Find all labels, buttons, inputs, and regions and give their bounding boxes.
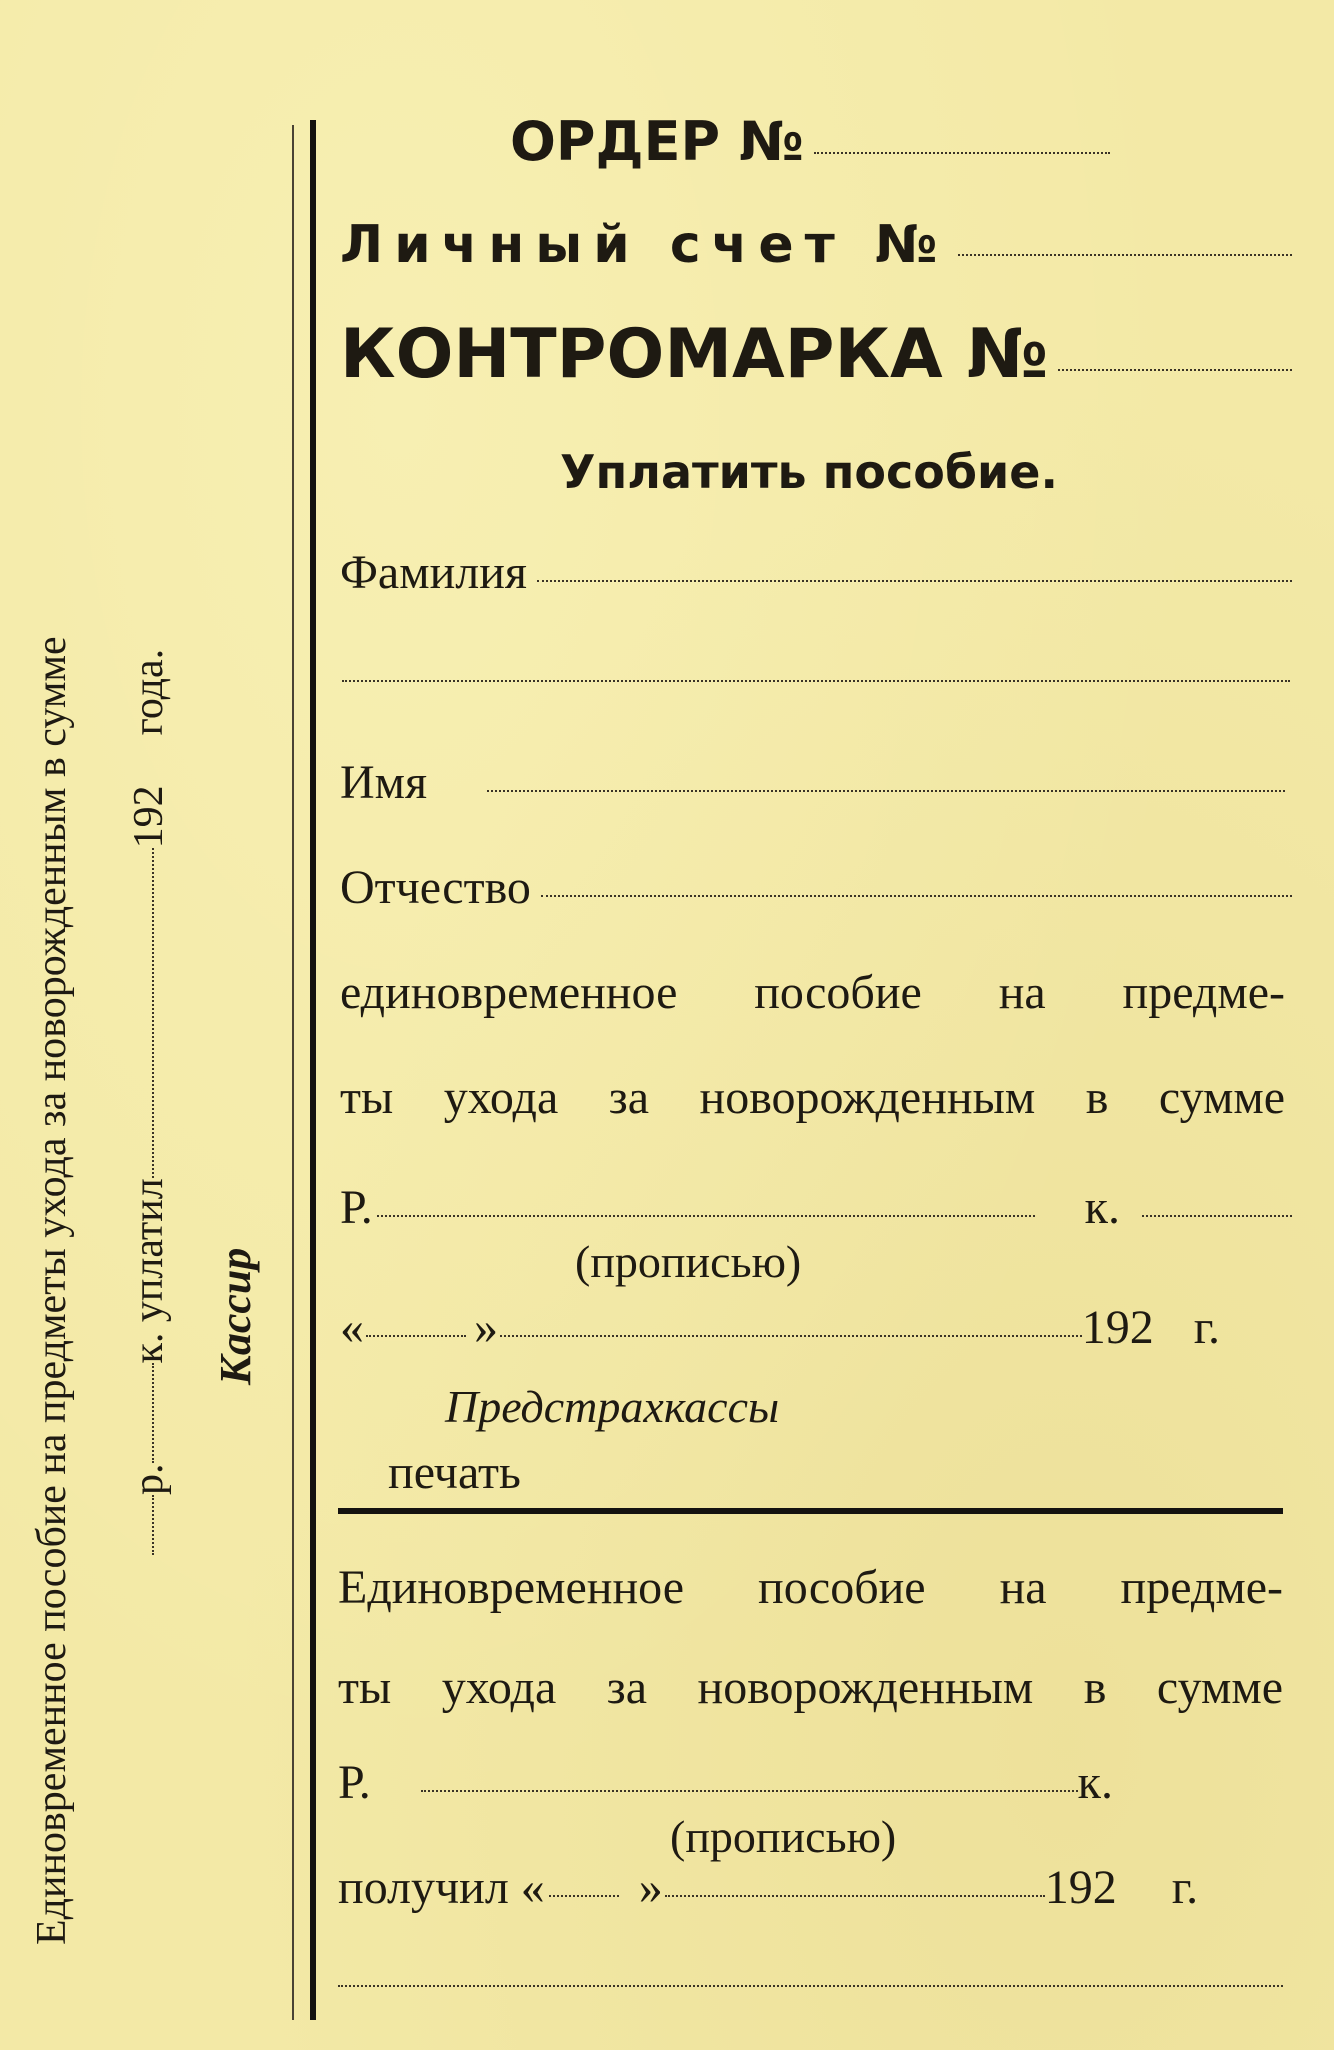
benefit-text-line1: единовременное пособие на предме-	[340, 966, 1285, 1019]
receipt-in-words-note: (прописью)	[670, 1811, 897, 1862]
stamp-label: печать	[388, 1446, 521, 1499]
account-label: Личный счет №	[340, 215, 949, 275]
patronymic-row	[340, 860, 1292, 915]
stub-separator-thin	[292, 125, 294, 2020]
year-prefix: 192	[1081, 1301, 1154, 1354]
receipt-day-field[interactable]	[549, 1895, 619, 1897]
receipt-month-field[interactable]	[665, 1895, 1045, 1897]
stub-separator-thick	[310, 120, 316, 2020]
stub-rub-field	[152, 1364, 154, 1464]
patronymic-field[interactable]	[541, 895, 1292, 897]
surname-row	[340, 545, 1292, 600]
control-mark-label: КОНТРОМАРКА №	[340, 315, 1049, 394]
order-label: ОРДЕР №	[510, 110, 804, 173]
receipt-year-prefix: 192	[1044, 1861, 1117, 1914]
rub-field[interactable]	[377, 1215, 1035, 1217]
control-mark-field[interactable]	[1058, 369, 1292, 371]
in-words-note: (прописью)	[575, 1236, 802, 1287]
counterfoil-stub	[0, 0, 300, 2050]
received-label: получил «	[338, 1861, 545, 1914]
received-row	[338, 1860, 1290, 1915]
day-field[interactable]	[366, 1335, 466, 1337]
control-mark-row	[340, 315, 1292, 394]
stub-payment-line	[125, 135, 173, 1555]
amount-row	[340, 1180, 1292, 1235]
kop-label: к.	[1084, 1181, 1120, 1234]
surname-extra-line[interactable]	[342, 660, 1290, 682]
benefit-text-line2: ты ухода за новорожденным в сумме	[340, 1071, 1285, 1124]
account-number-row	[340, 215, 1292, 275]
order-number-row	[510, 110, 1110, 173]
date-quote-close: »	[474, 1301, 498, 1354]
stub-year-number: 192	[126, 785, 172, 849]
name-row	[340, 755, 1285, 810]
receipt-rub-field[interactable]	[421, 1790, 1078, 1792]
stub-benefit-text: Единовременное пособие на предметы ухода за новорожденным в сумме	[29, 636, 75, 1945]
year-abbr: г.	[1193, 1301, 1220, 1354]
section-divider	[338, 1508, 1283, 1514]
receipt-kop-label: к.	[1077, 1756, 1113, 1809]
rub-label: Р.	[340, 1181, 373, 1234]
fund-label: Предстрахкассы	[445, 1381, 780, 1432]
name-label: Имя	[340, 756, 428, 809]
surname-field[interactable]	[537, 580, 1292, 582]
account-number-field[interactable]	[958, 254, 1292, 256]
receipt-rub-label: Р.	[338, 1756, 371, 1809]
name-field[interactable]	[487, 790, 1285, 792]
order-number-field[interactable]	[814, 152, 1110, 154]
stub-rub-label: р.	[126, 1463, 172, 1495]
receipt-text-line1: Единовременное пособие на предме-	[338, 1561, 1283, 1614]
receipt-quote-close: »	[638, 1861, 663, 1914]
date-quote-open: «	[340, 1301, 364, 1354]
stub-cashier-label: Кассир	[211, 1247, 260, 1385]
receipt-text-line2: ты ухода за новорожденным в сумме	[338, 1661, 1283, 1714]
patronymic-label: Отчество	[340, 861, 531, 914]
receipt-amount-row	[338, 1755, 1113, 1810]
signature-line[interactable]	[338, 1965, 1283, 1987]
surname-label: Фамилия	[340, 546, 528, 599]
month-field[interactable]	[500, 1335, 1082, 1337]
date-row	[340, 1300, 1220, 1355]
stub-year-word: года.	[126, 648, 172, 736]
stub-paid-label: к. уплатил	[126, 1178, 172, 1364]
stub-paid-field	[152, 848, 154, 1178]
receipt-year-abbr: г.	[1171, 1861, 1199, 1914]
kop-field[interactable]	[1142, 1215, 1292, 1217]
stub-dots-start	[152, 1495, 154, 1555]
pay-instruction: Уплатить пособие.	[560, 445, 1058, 499]
